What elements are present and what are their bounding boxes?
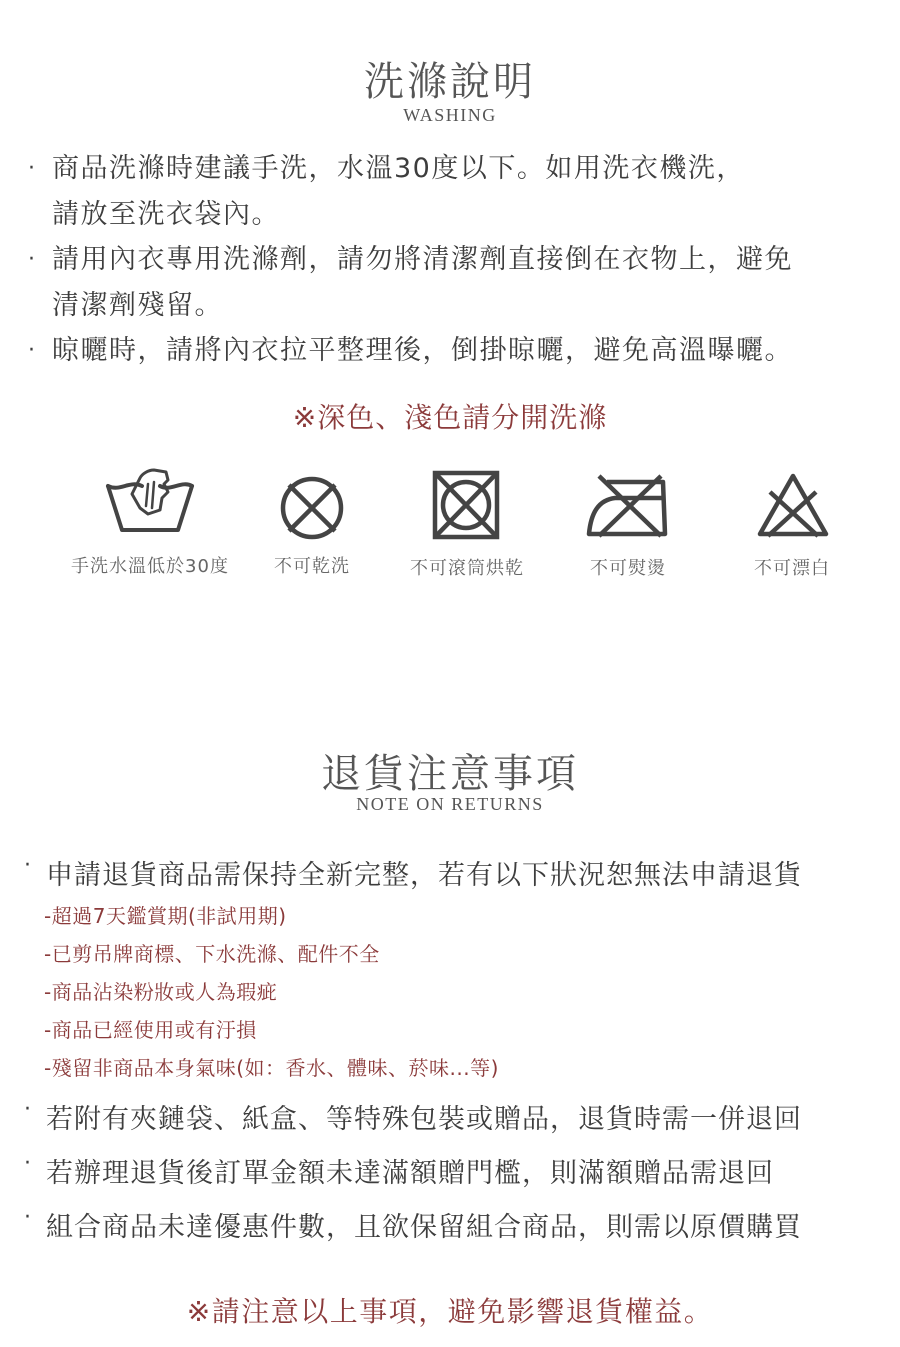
hand-wash-icon <box>104 462 196 534</box>
washing-bullet-2-line-1: 請用內衣專用洗滌劑，請勿將清潔劑直接倒在衣物上，避免 <box>52 244 793 275</box>
washing-bullet-2: · 請用內衣專用洗滌劑，請勿將清潔劑直接倒在衣物上，避免 清潔劑殘留。 <box>52 237 793 329</box>
hand-wash-caption: 手洗水溫低於30度 <box>71 556 229 577</box>
returns-title: 退貨注意事項 <box>321 751 579 797</box>
no-dry-clean-caption: 不可乾洗 <box>274 556 350 577</box>
no-iron-icon <box>585 472 671 540</box>
washing-bullet-1: · 商品洗滌時建議手洗，水溫30度以下。如用洗衣機洗， 請放至洗衣袋內。 <box>52 146 745 238</box>
washing-bullet-3: · 晾曬時，請將內衣拉平整理後，倒掛晾曬，避免高溫曝曬。 <box>52 328 793 374</box>
washing-note: ※深色、淺色請分開洗滌 <box>292 401 608 434</box>
return-condition-2: -已剪吊牌商標、下水洗滌、配件不全 <box>44 942 380 966</box>
returns-subtitle: NOTE ON RETURNS <box>356 794 544 814</box>
no-bleach-icon <box>756 470 830 538</box>
return-condition-3: -商品沾染粉妝或人為瑕疵 <box>44 980 278 1004</box>
no-dry-clean-icon <box>278 474 346 542</box>
return-condition-4: -商品已經使用或有汙損 <box>44 1018 257 1042</box>
returns-bullet-3-text: 組合商品未達優惠件數，且欲保留組合商品，則需以原價購買 <box>46 1212 802 1243</box>
no-tumble-dry-icon <box>430 468 502 542</box>
no-iron-caption: 不可熨燙 <box>590 558 666 579</box>
return-condition-1: -超過7天鑑賞期(非試用期) <box>44 904 287 928</box>
returns-note: ※請注意以上事項，避免影響退貨權益。 <box>186 1295 714 1328</box>
washing-bullet-1-line-2: 請放至洗衣袋內。 <box>52 199 280 230</box>
returns-bullet-2-text: 若辦理退貨後訂單金額未達滿額贈門檻，則滿額贈品需退回 <box>46 1158 774 1189</box>
washing-title: 洗滌說明 <box>364 59 536 105</box>
washing-bullet-2-line-2: 清潔劑殘留。 <box>52 290 223 321</box>
washing-bullet-1-line-1: 商品洗滌時建議手洗，水溫30度以下。如用洗衣機洗， <box>52 153 745 184</box>
returns-bullet-1-text: 若附有夾鏈袋、紙盒、等特殊包裝或贈品，退貨時需一併退回 <box>46 1104 802 1135</box>
washing-bullet-3-line-1: 晾曬時，請將內衣拉平整理後，倒掛晾曬，避免高溫曝曬。 <box>52 335 793 366</box>
returns-main-bullet: · 申請退貨商品需保持全新完整，若有以下狀況恕無法申請退貨 <box>24 853 802 891</box>
returns-bullet-1: · 若附有夾鏈袋、紙盒、等特殊包裝或贈品，退貨時需一併退回 <box>24 1097 802 1135</box>
no-tumble-dry-caption: 不可滾筒烘乾 <box>410 558 524 579</box>
returns-bullet-2: · 若辦理退貨後訂單金額未達滿額贈門檻，則滿額贈品需退回 <box>24 1151 774 1189</box>
washing-subtitle: WASHING <box>403 105 497 125</box>
returns-bullet-3: · 組合商品未達優惠件數，且欲保留組合商品，則需以原價購買 <box>24 1205 802 1243</box>
returns-main-bullet-text: 申請退貨商品需保持全新完整，若有以下狀況恕無法申請退貨 <box>46 860 802 891</box>
no-bleach-caption: 不可漂白 <box>754 558 830 579</box>
return-condition-5: -殘留非商品本身氣味(如：香水、體味、菸味...等) <box>44 1056 499 1080</box>
